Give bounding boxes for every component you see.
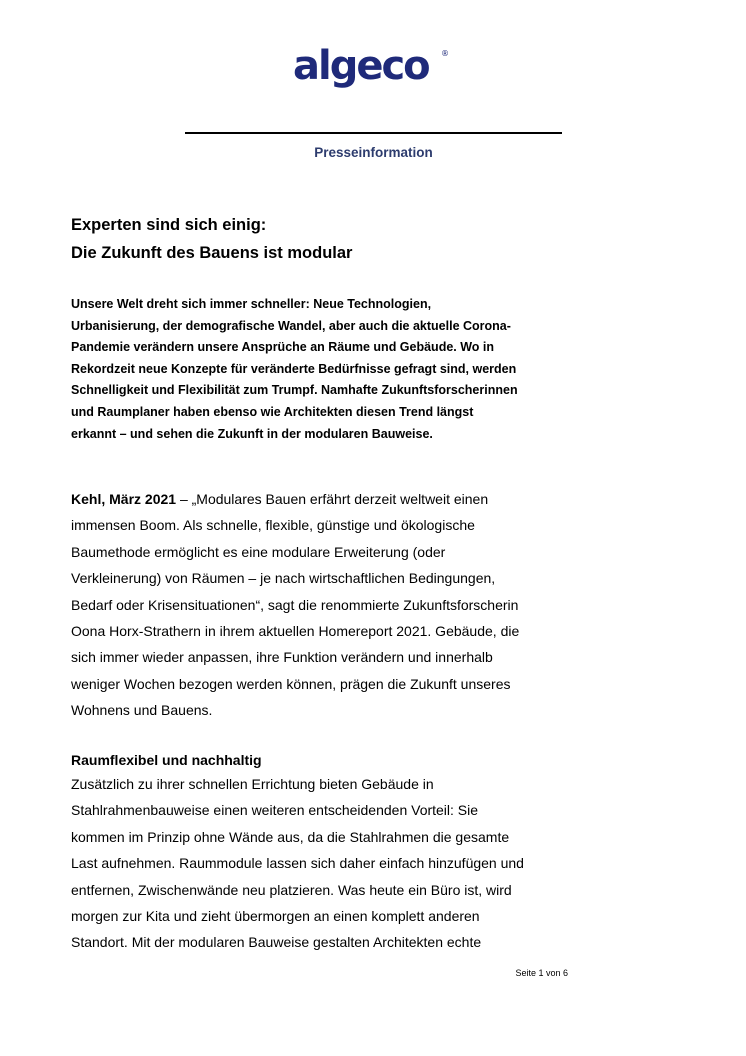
body-line: morgen zur Kita und zieht übermorgen an einen komplett anderen — [71, 908, 480, 925]
headline-line-2: Die Zukunft des Bauens ist modular — [71, 244, 353, 262]
page-number: Seite 1 von 6 — [515, 968, 568, 978]
section-heading: Raumflexibel und nachhaltig — [71, 752, 262, 768]
lead-line: Rekordzeit neue Konzepte für veränderte Bedürfnisse gefragt sind, werden — [71, 361, 517, 376]
lead-paragraph — [71, 294, 571, 445]
body-line: Baumethode ermöglicht es eine modulare Erweiterung (oder — [71, 543, 446, 560]
logo-wordmark: algeco — [293, 46, 429, 89]
lead-line: Pandemie verändern unsere Ansprüche an Räume und Gebäude. Wo in — [71, 340, 495, 355]
registered-mark: ® — [441, 49, 449, 58]
headline — [71, 211, 352, 267]
body-line: Bedarf oder Krisensituationen“, sagt die renommierte Zukunftsforscherin — [71, 596, 519, 613]
lead-line: erkannt – und sehen die Zukunft in der modularen Bauweise. — [71, 426, 433, 441]
body-paragraph-2 — [71, 771, 571, 956]
body-line: Verkleinerung) von Räumen – je nach wirtschaftlichen Bedingungen, — [71, 570, 496, 587]
header-rule — [185, 132, 562, 134]
presseinformation-label: Presseinformation — [314, 145, 433, 160]
body-line-text: – „Modulares Bauen erfährt derzeit weltweit einen — [176, 491, 489, 507]
lead-line: Schnelligkeit und Flexibilität zum Trumpf. Namhafte Zukunftsforscherinnen — [71, 383, 518, 398]
body-line: Wohnens und Bauens. — [71, 702, 213, 719]
body-line: Standort. Mit der modularen Bauweise gestalten Architekten echte — [71, 934, 482, 951]
body-line: Zusätzlich zu ihrer schnellen Errichtung bieten Gebäude in — [71, 776, 434, 792]
body-paragraph-1 — [71, 486, 571, 724]
body-line: kommen im Prinzip ohne Wände aus, da die Stahlrahmen die gesamte — [71, 828, 510, 845]
headline-line-1: Experten sind sich einig: — [71, 216, 267, 234]
lead-line: Urbanisierung, der demografische Wandel, aber auch die aktuelle Corona- — [71, 318, 511, 333]
body-line: Last aufnehmen. Raummodule lassen sich daher einfach hinzufügen und — [71, 855, 524, 872]
body-line — [71, 486, 571, 512]
body-line: weniger Wochen bezogen werden können, prägen die Zukunft unseres — [71, 675, 511, 692]
body-line: sich immer wieder anpassen, ihre Funktion verändern und innerhalb — [71, 649, 493, 666]
algeco-logo — [292, 46, 454, 100]
body-line: immensen Boom. Als schnelle, flexible, günstige und ökologische — [71, 517, 475, 534]
lead-line: Unsere Welt dreht sich immer schneller: Neue Technologien, — [71, 297, 432, 311]
body-line: Oona Horx-Strathern in ihrem aktuellen Homereport 2021. Gebäude, die — [71, 623, 520, 640]
lead-line: und Raumplaner haben ebenso wie Architekten diesen Trend längst — [71, 404, 474, 419]
dateline: Kehl, März 2021 — [71, 491, 177, 507]
body-line: entfernen, Zwischenwände neu platzieren. Was heute ein Büro ist, wird — [71, 881, 512, 898]
body-line: Stahlrahmenbauweise einen weiteren entscheidenden Vorteil: Sie — [71, 802, 479, 819]
